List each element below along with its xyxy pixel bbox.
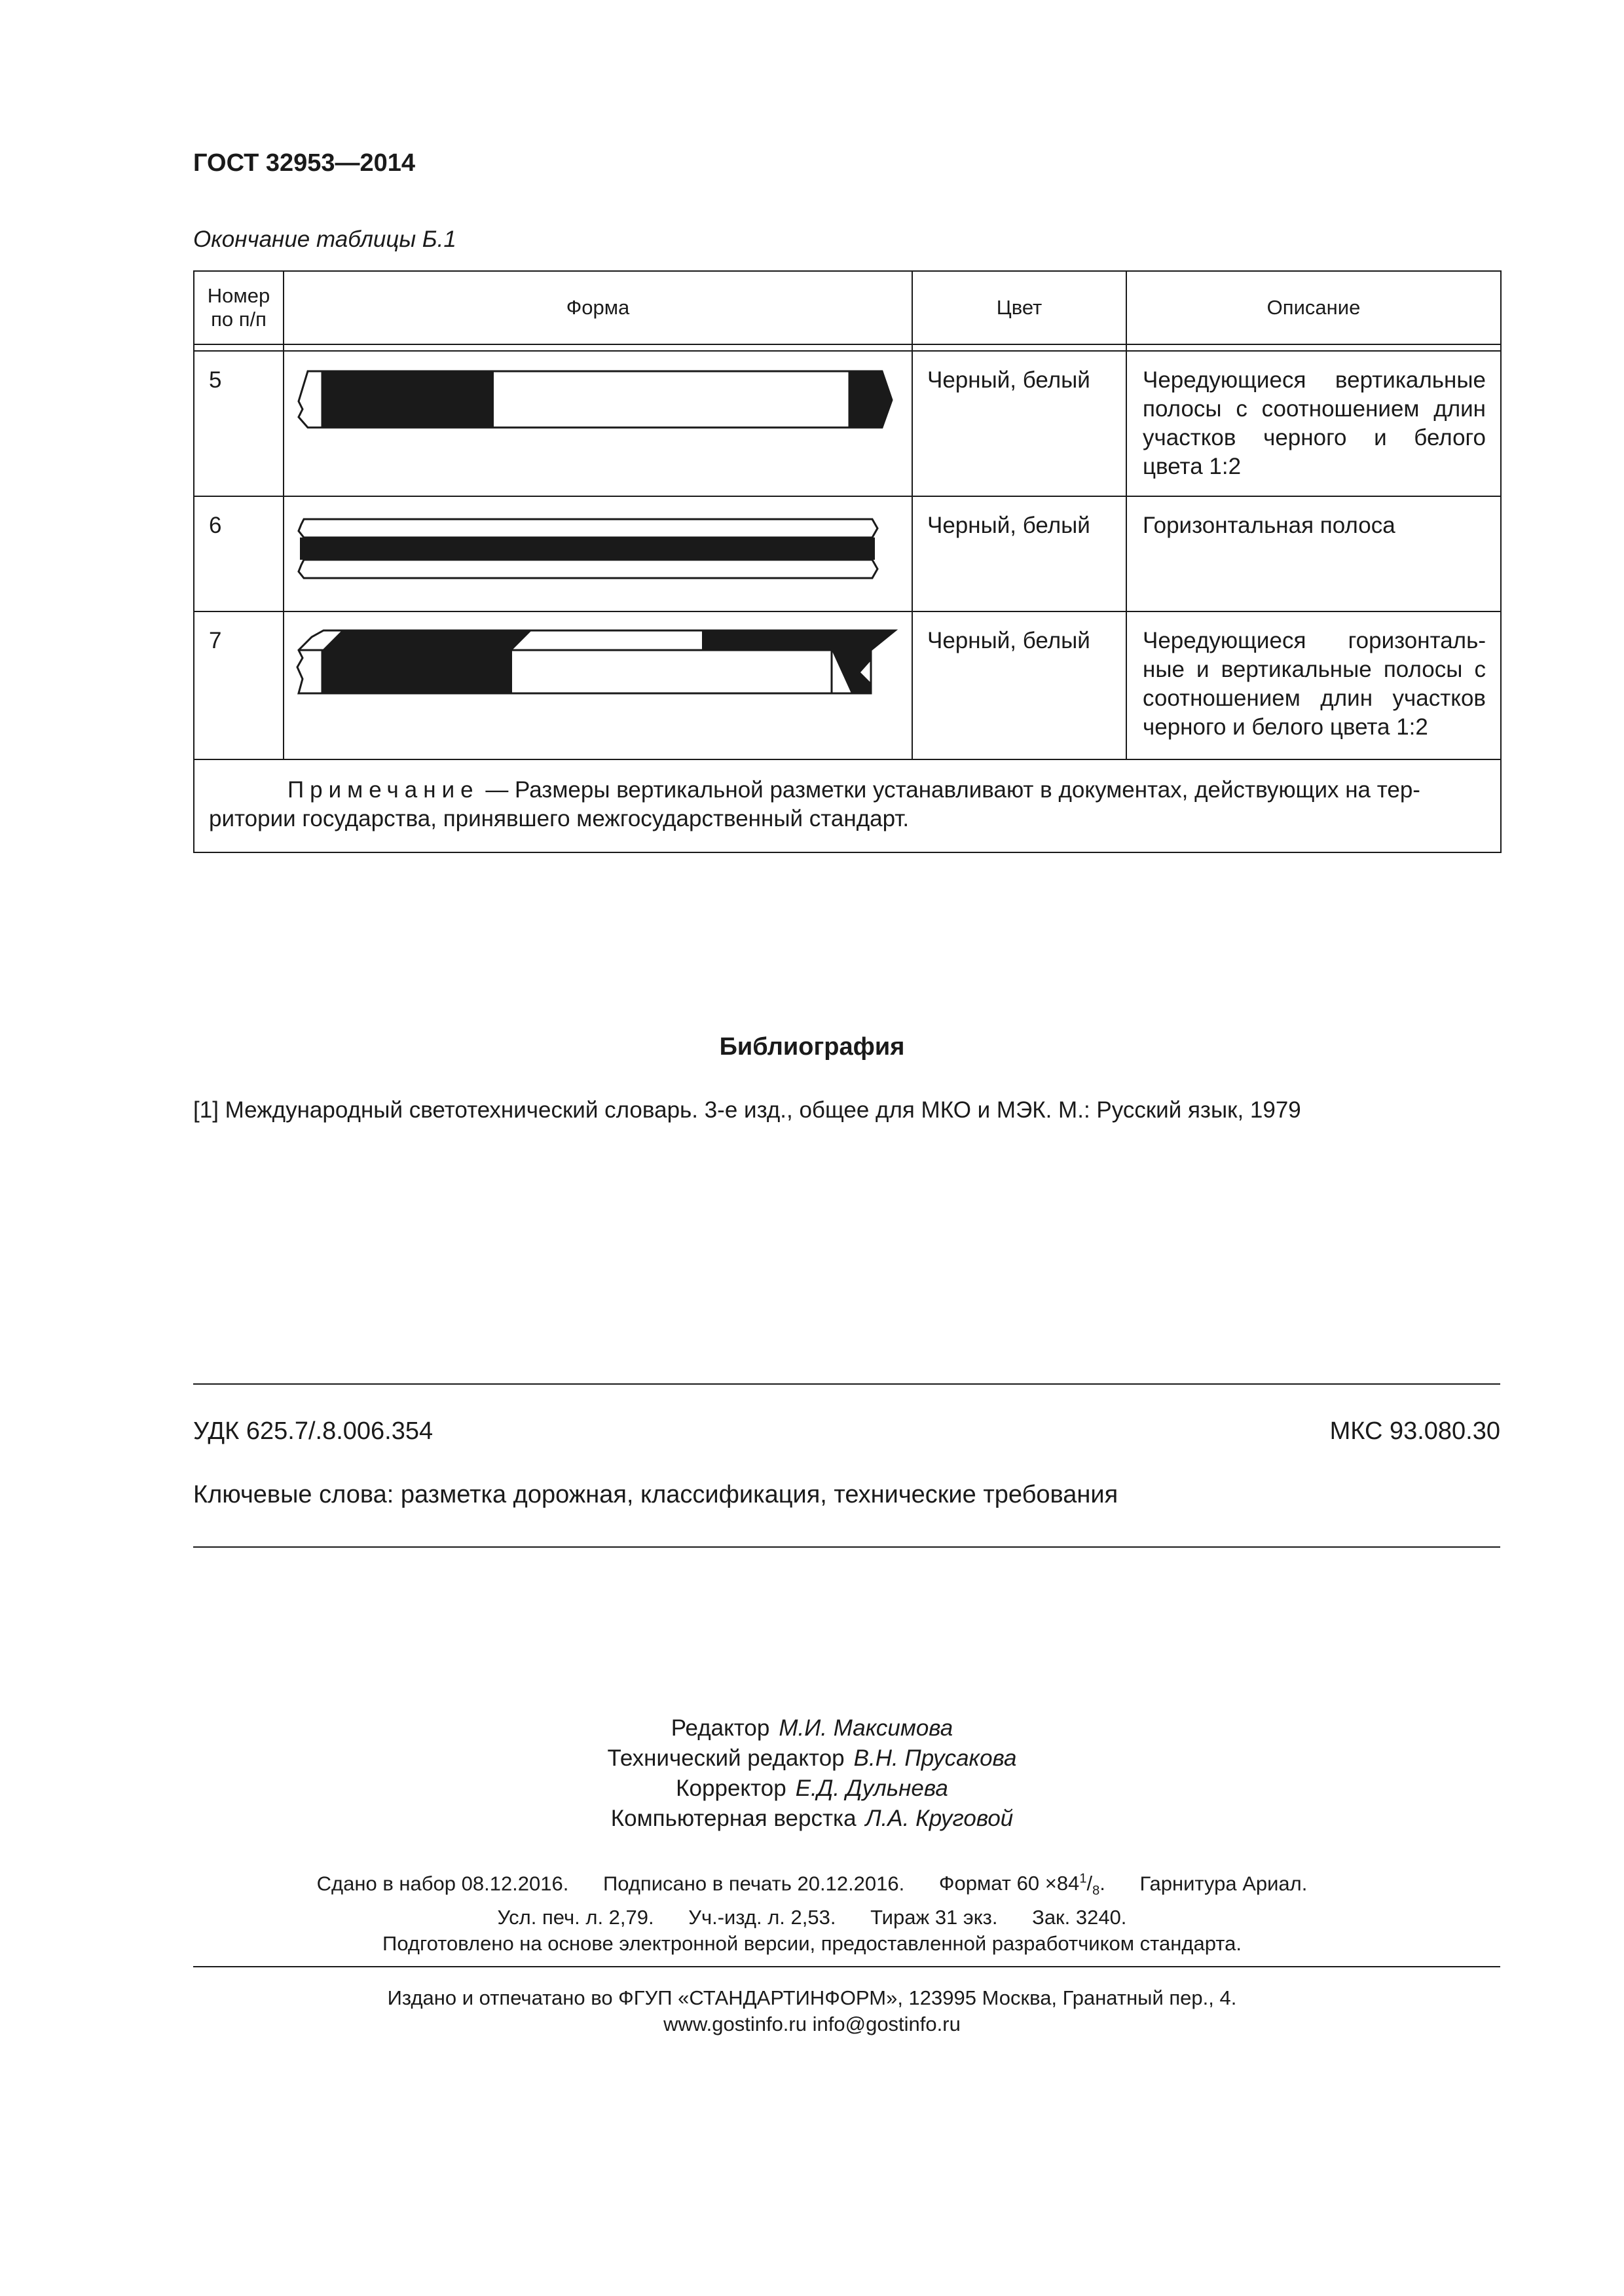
markings-table [193, 270, 1502, 853]
document-id: ГОСТ 32953—2014 [193, 149, 416, 177]
divider-imprint [193, 1966, 1500, 1967]
table-note [194, 759, 1501, 852]
credit-role: Редактор [671, 1715, 770, 1741]
imprint-line-3: Подготовлено на основе электронной версии, предоставленной разработчиком стандарта. [382, 1931, 1242, 1955]
shape-cell [284, 611, 912, 759]
credit-line [0, 1804, 1624, 1834]
note-text: — Размеры вертикальной разметки устанавливают в документах, действующих на тер-ритории государства, принявшего межгосударственный стандарт. [209, 777, 1420, 831]
row-number: 7 [194, 611, 284, 759]
imprint-line-1 [0, 1866, 1624, 1904]
color-cell: Черный, белый [912, 496, 1126, 611]
table-caption: Окончание таблицы Б.1 [193, 227, 456, 252]
column-header-description: Описание [1126, 271, 1501, 344]
description-cell: Чередующиеся вертикальные полосы с соотношением длин участков черного и белого цвета 1:2 [1126, 351, 1501, 496]
table-header-row [194, 271, 1501, 344]
row-number: 5 [194, 351, 284, 496]
credit-name: Е.Д. Дульнева [795, 1776, 948, 1801]
udk-code: УДК 625.7/.8.006.354 [193, 1417, 434, 1445]
table-row [194, 611, 1501, 759]
format-sup: 1 [1079, 1872, 1087, 1886]
combined-stripes-marking-illustration [289, 621, 905, 713]
order-number: Зак. 3240. [1032, 1905, 1127, 1929]
table-row [194, 496, 1501, 611]
credit-role: Компьютерная верстка [610, 1806, 857, 1831]
credit-name: В.Н. Прусакова [853, 1745, 1017, 1771]
color-cell: Черный, белый [912, 351, 1126, 496]
bibliography-title: Библиография [719, 1033, 905, 1061]
table-row [194, 351, 1501, 496]
bibliography-item: [1] Международный светотехнический словарь. 3-е изд., общее для МКО и МЭК. М.: Русский язык, 1979 [193, 1097, 1301, 1123]
description-cell: Чередующиеся горизонталь-ные и вертикальные полосы с соотношением длин участков черного и белого цвета 1:2 [1126, 611, 1501, 759]
format-suffix: . [1099, 1872, 1105, 1895]
imprint-block [0, 1866, 1624, 1957]
horizontal-stripe-marking-illustration [289, 506, 905, 585]
color-cell: Черный, белый [912, 611, 1126, 759]
shape-cell [284, 351, 912, 496]
description-cell: Горизонтальная полоса [1126, 496, 1501, 611]
credits-block [0, 1713, 1624, 1834]
table-note-row [194, 759, 1501, 852]
column-header-shape: Форма [284, 271, 912, 344]
row-number: 6 [194, 496, 284, 611]
credit-line [0, 1774, 1624, 1804]
keywords: Ключевые слова: разметка дорожная, классификация, технические требования [193, 1481, 1118, 1508]
circulation: Тираж 31 экз. [870, 1905, 998, 1929]
vertical-stripes-marking-illustration [289, 361, 905, 439]
format-prefix: Формат 60 ×84 [938, 1872, 1080, 1895]
credit-name: Л.А. Круговой [865, 1806, 1014, 1831]
note-label: Примечание [287, 777, 479, 803]
divider-top [193, 1383, 1500, 1385]
mks-code: МКС 93.080.30 [1329, 1417, 1500, 1445]
paper-format [938, 1872, 1105, 1899]
header-separator-row [194, 344, 1501, 351]
publication-sheets: Уч.-изд. л. 2,53. [688, 1905, 836, 1929]
column-header-color: Цвет [912, 271, 1126, 344]
shape-cell [284, 496, 912, 611]
publisher-email[interactable]: info@gostinfo.ru [812, 2013, 961, 2035]
credit-role: Технический редактор [607, 1745, 845, 1771]
column-header-number: Номер по п/п [194, 271, 284, 344]
publisher-website[interactable]: www.gostinfo.ru [663, 2013, 807, 2035]
format-sub: 8 [1092, 1884, 1100, 1899]
credit-line [0, 1743, 1624, 1774]
submitted-date: Сдано в набор 08.12.2016. [316, 1872, 569, 1895]
format-slash: / [1086, 1872, 1093, 1895]
publisher-address: Издано и отпечатано во ФГУП «СТАНДАРТИНФОРМ», 123995 Москва, Гранатный пер., 4. [387, 1986, 1237, 2009]
credit-line [0, 1713, 1624, 1743]
divider-bottom [193, 1546, 1500, 1548]
publisher-contacts [0, 2011, 1624, 2037]
imprint-line-2 [0, 1904, 1624, 1931]
signed-date: Подписано в печать 20.12.2016. [603, 1872, 905, 1895]
credit-name: М.И. Максимова [779, 1715, 953, 1741]
print-sheets: Усл. печ. л. 2,79. [497, 1905, 654, 1929]
credit-role: Корректор [676, 1776, 786, 1801]
publisher-block [0, 1985, 1624, 2037]
font-name: Гарнитура Ариал. [1139, 1872, 1308, 1895]
